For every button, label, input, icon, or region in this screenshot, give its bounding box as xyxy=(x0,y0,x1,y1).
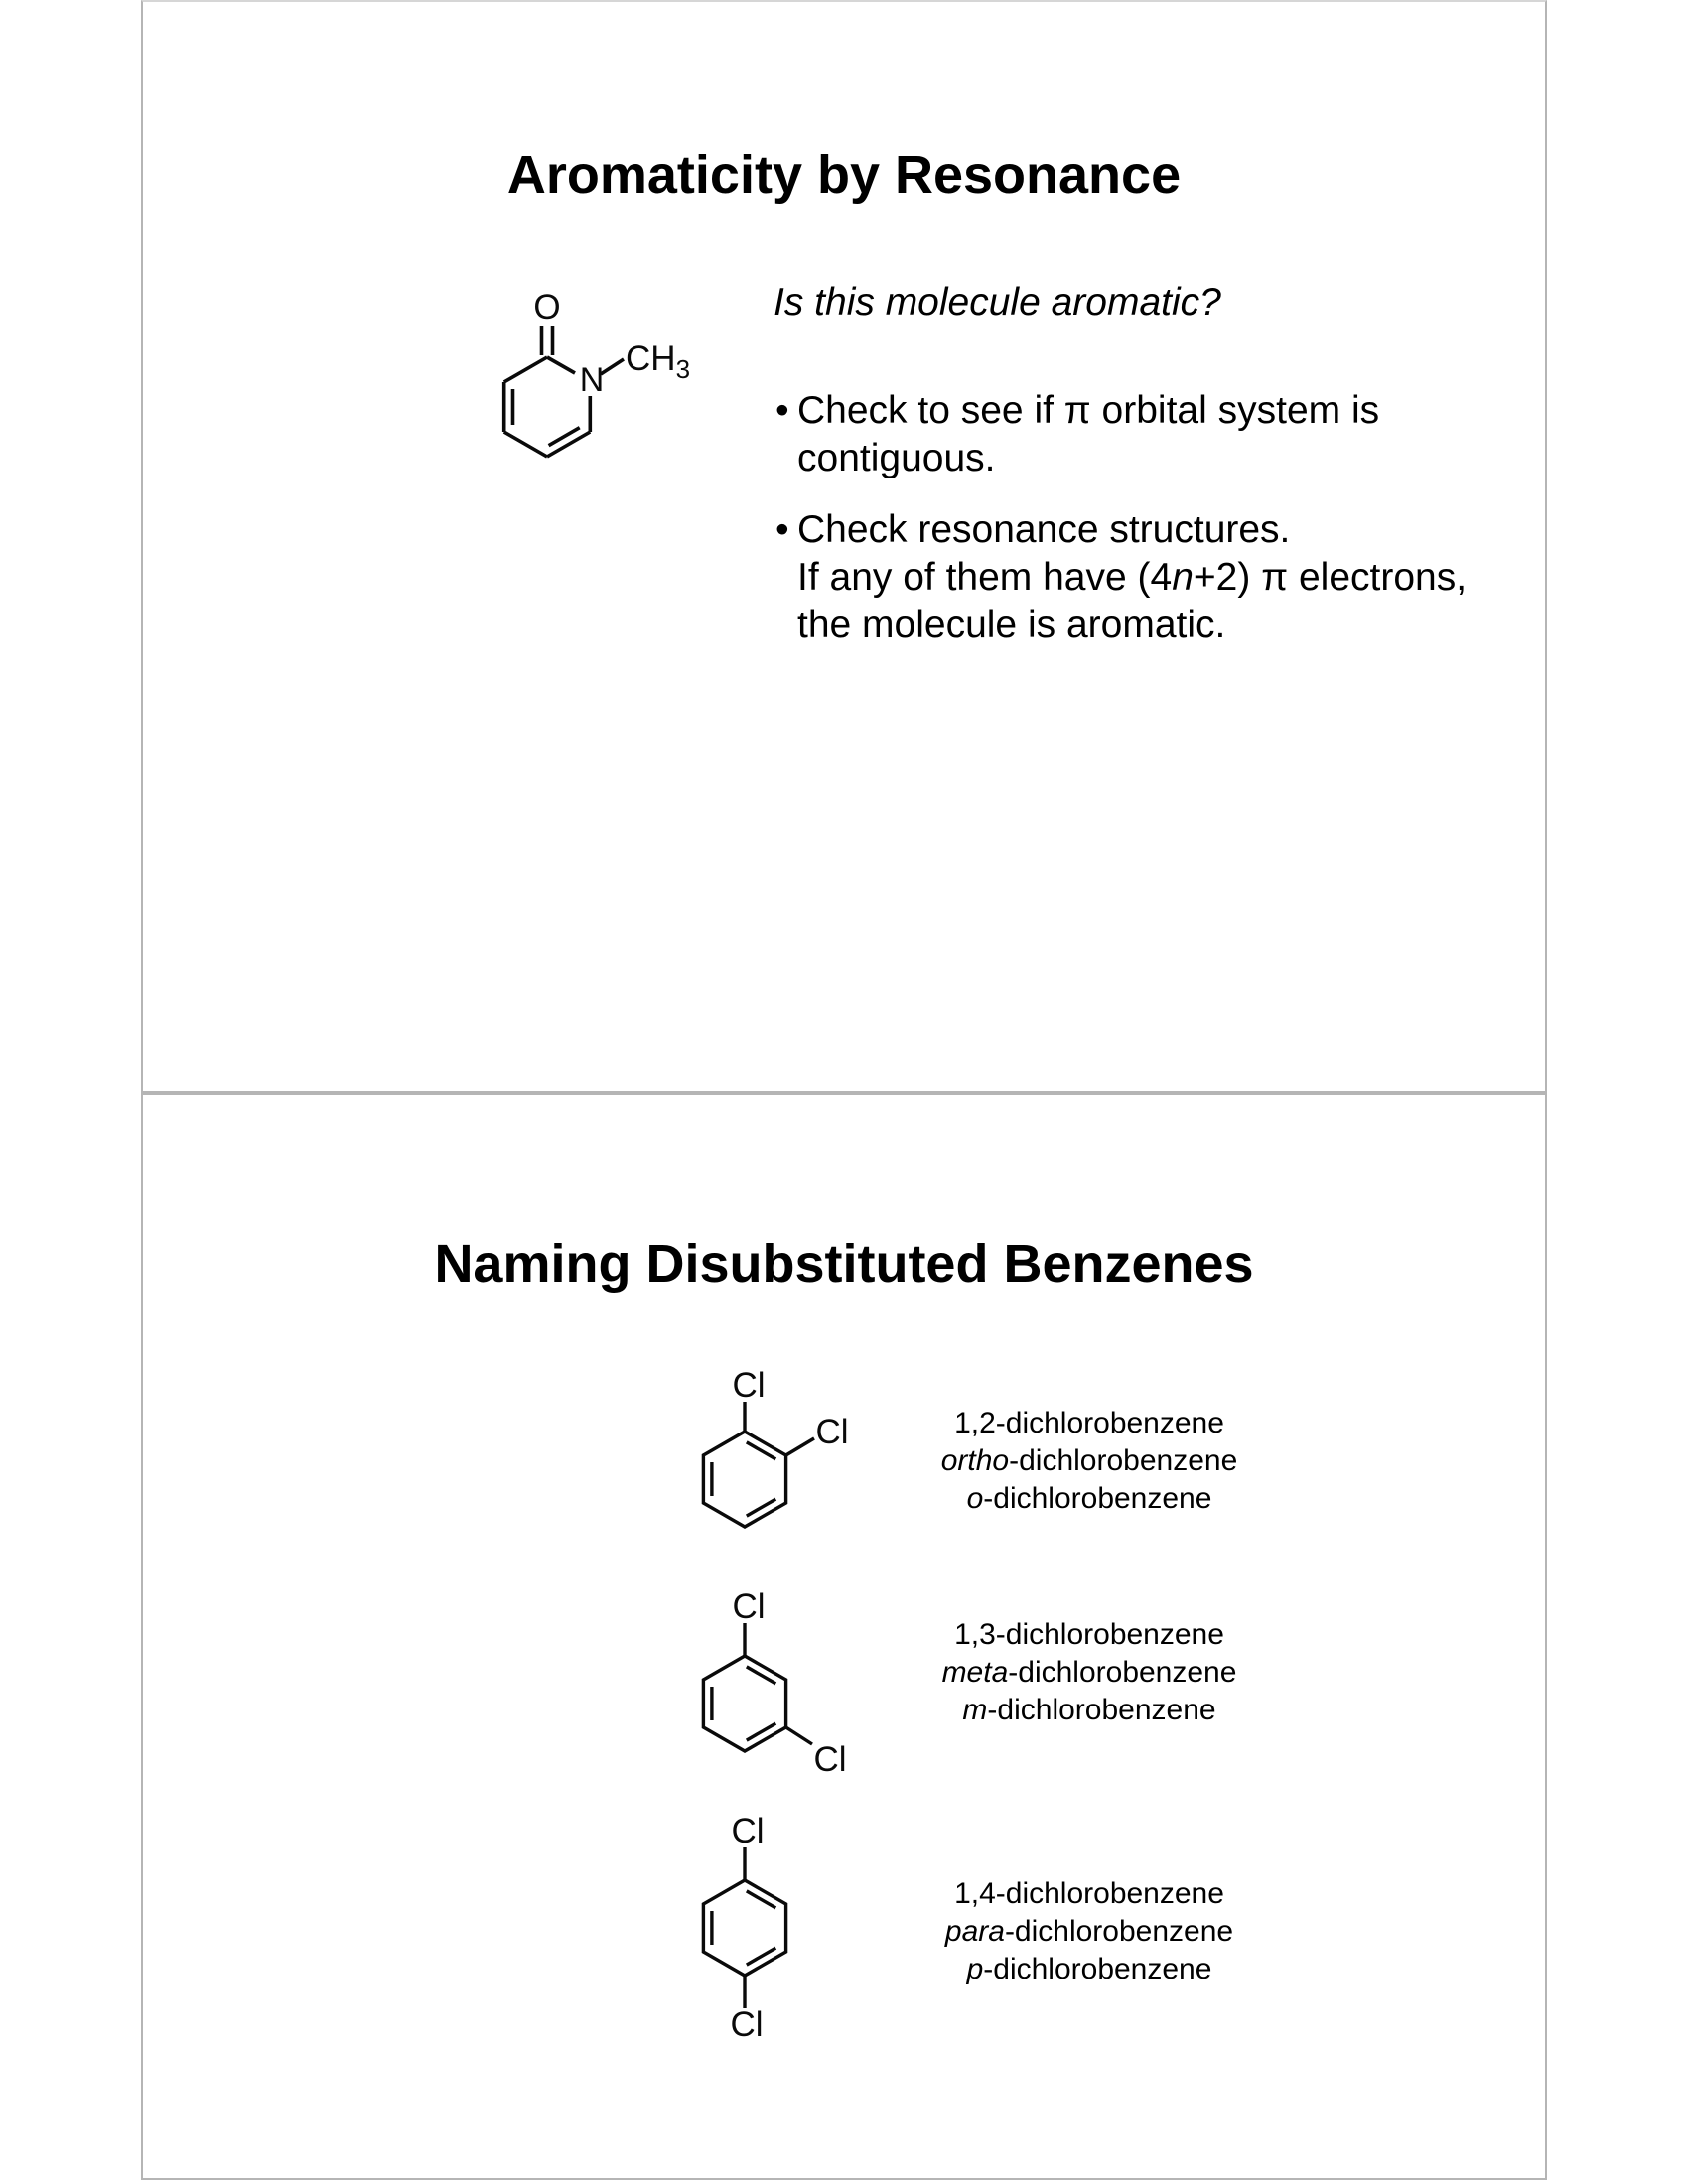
ortho-dichlorobenzene-structure xyxy=(655,1360,864,1564)
double-bond-inner xyxy=(747,1442,776,1459)
slide-naming-benzenes xyxy=(141,1093,1547,2180)
double-bond-inner xyxy=(747,1667,776,1684)
double-bond-inner xyxy=(747,1891,776,1908)
meta-names xyxy=(838,1616,1340,1729)
ring-bond xyxy=(504,357,547,382)
name-word: ortho-dichlorobenzene xyxy=(940,1444,1238,1477)
slide-aromaticity xyxy=(141,0,1547,1093)
substituent-bond xyxy=(786,1727,812,1744)
name-letter: p-dichlorobenzene xyxy=(966,1953,1212,1985)
name-letter: o-dichlorobenzene xyxy=(966,1482,1212,1515)
pi-symbol: π xyxy=(1261,556,1289,599)
slide2-title: Naming Disubstituted Benzenes xyxy=(434,1234,1254,1294)
pyridone-structure xyxy=(481,275,709,488)
n-methyl-bond xyxy=(601,359,624,374)
substituent-bond xyxy=(786,1438,814,1455)
benzene-ring xyxy=(703,1880,785,1976)
name-letter: m-dichlorobenzene xyxy=(962,1694,1216,1726)
n-variable: n xyxy=(1172,556,1194,599)
double-bond-inner xyxy=(747,1723,776,1740)
chlorine-label: Cl xyxy=(731,1812,765,1850)
para-names xyxy=(838,1875,1340,1988)
bullet1-line2: contiguous. xyxy=(797,437,996,479)
bullet1-line1: • Check to see if π orbital system is xyxy=(775,387,1530,435)
bullet2-line1: • Check resonance structures. xyxy=(775,506,1530,554)
benzene-ring xyxy=(703,1432,785,1527)
name-numeric: 1,4-dichlorobenzene xyxy=(954,1877,1224,1910)
bullet2-line2: If any of them have (4n+2) π electrons, xyxy=(797,556,1468,599)
double-bond-inner xyxy=(747,1499,776,1516)
bullet-marker: • xyxy=(775,389,789,432)
methyl-label: $CH_3$ xyxy=(626,340,691,384)
para-dichlorobenzene-structure xyxy=(655,1807,864,2050)
bullet-resonance xyxy=(775,506,1530,649)
ring-bond xyxy=(547,357,575,373)
ortho-names xyxy=(838,1405,1340,1518)
name-numeric: 1,3-dichlorobenzene xyxy=(954,1618,1224,1651)
chlorine-label: Cl xyxy=(732,1587,766,1626)
pi-symbol: π xyxy=(1063,389,1091,432)
nitrogen-label: N xyxy=(579,361,605,399)
double-bond-inner xyxy=(549,428,580,446)
chlorine-label: Cl xyxy=(730,2005,764,2044)
slide1-title: Aromaticity by Resonance xyxy=(506,145,1182,205)
chlorine-label: Cl xyxy=(813,1740,847,1779)
benzene-ring xyxy=(703,1656,785,1751)
meta-dichlorobenzene-structure xyxy=(655,1582,864,1796)
bullet-marker: • xyxy=(775,508,789,551)
chlorine-label: Cl xyxy=(815,1413,849,1451)
bullet-contiguous xyxy=(775,387,1530,482)
chlorine-label: Cl xyxy=(732,1366,766,1405)
ring-bond xyxy=(504,432,547,457)
bullet2-line3: the molecule is aromatic. xyxy=(797,604,1226,646)
oxygen-label: O xyxy=(533,288,561,327)
double-bond-inner xyxy=(747,1948,776,1965)
name-word: para-dichlorobenzene xyxy=(944,1915,1234,1948)
question-text: Is this molecule aromatic? xyxy=(774,281,1221,324)
name-word: meta-dichlorobenzene xyxy=(941,1656,1237,1689)
name-numeric: 1,2-dichlorobenzene xyxy=(954,1407,1224,1439)
